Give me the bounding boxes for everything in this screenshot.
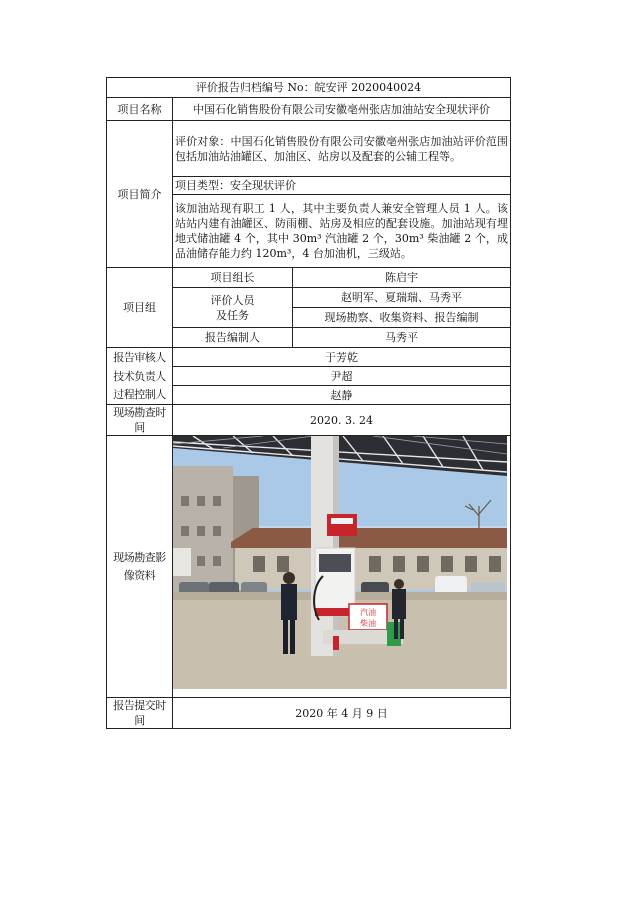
report-author-value: 马秀平	[293, 328, 511, 348]
team-leader-value: 陈启宇	[293, 268, 511, 288]
project-object-text	[173, 121, 511, 177]
archive-row	[107, 78, 511, 98]
gas-station-photo	[173, 436, 507, 689]
process-control-value: 赵静	[173, 386, 511, 405]
project-team-label: 项目组	[107, 268, 173, 348]
reviewer-label: 报告审核人	[107, 348, 173, 367]
submit-date-row	[107, 698, 511, 729]
survey-date-row	[107, 405, 511, 436]
tech-lead-value: 尹超	[173, 367, 511, 386]
reviewer-row	[107, 348, 511, 367]
archive-form-table	[106, 77, 511, 729]
submit-date-value: 2020 年 4 月 9 日	[173, 698, 511, 729]
project-object-row	[107, 121, 511, 177]
process-control-label: 过程控制人	[107, 386, 173, 405]
team-members-label	[173, 288, 293, 328]
tech-lead-row	[107, 367, 511, 386]
reviewer-value: 于芳乾	[173, 348, 511, 367]
survey-photo-label: 现场勘查影像资料	[107, 436, 173, 698]
team-members-label-line1: 评价人员	[210, 293, 255, 307]
sign-diesel-text: 柴油	[360, 619, 376, 628]
project-description-text	[173, 195, 511, 268]
team-members-label-line2: 及任务	[216, 308, 249, 322]
project-intro-label: 项目简介	[107, 121, 173, 268]
project-type-text: 项目类型：安全现状评价	[173, 177, 511, 195]
team-tasks-value: 现场勘察、收集资料、报告编制	[293, 308, 511, 328]
process-control-row	[107, 386, 511, 405]
team-leader-row	[107, 268, 511, 288]
team-leader-label: 项目组长	[173, 268, 293, 288]
gas-station-photo-illustration	[173, 436, 507, 689]
project-name-label: 项目名称	[107, 98, 173, 121]
survey-photo-row	[107, 436, 511, 698]
survey-date-value: 2020. 3. 24	[173, 405, 511, 436]
tech-lead-label: 技术负责人	[107, 367, 173, 386]
project-name-row	[107, 98, 511, 121]
sign-gasoline-text: 汽油	[360, 608, 376, 617]
survey-photo-cell	[173, 436, 511, 698]
survey-date-label: 现场勘查时间	[107, 405, 173, 436]
project-name-value: 中国石化销售股份有限公司安徽亳州张店加油站安全现状评价	[173, 98, 511, 121]
team-members-value: 赵明军、夏瑞瑞、马秀平	[293, 288, 511, 308]
archive-number: 评价报告归档编号 No：皖安评 2020040024	[107, 78, 511, 98]
project-object-paragraph: 评价对象：中国石化销售股份有限公司安徽亳州张店加油站评价范围包括加油站油罐区、加油区、站房以及配套的公辅工程等。	[175, 134, 509, 163]
report-author-label: 报告编制人	[173, 328, 293, 348]
project-description-paragraph: 该加油站现有职工 1 人，其中主要负责人兼安全管理人员 1 人。该站站内建有油罐区、防雨棚、站房及相应的配套设施。加油站现有埋地式储油罐 4 个，其中 30m³ 汽油罐 2 个，30m³ 柴油罐 2 个，成品油储存能力约 120m³，4 台加油机，三级站。	[175, 202, 509, 260]
submit-date-label: 报告提交时间	[107, 698, 173, 729]
